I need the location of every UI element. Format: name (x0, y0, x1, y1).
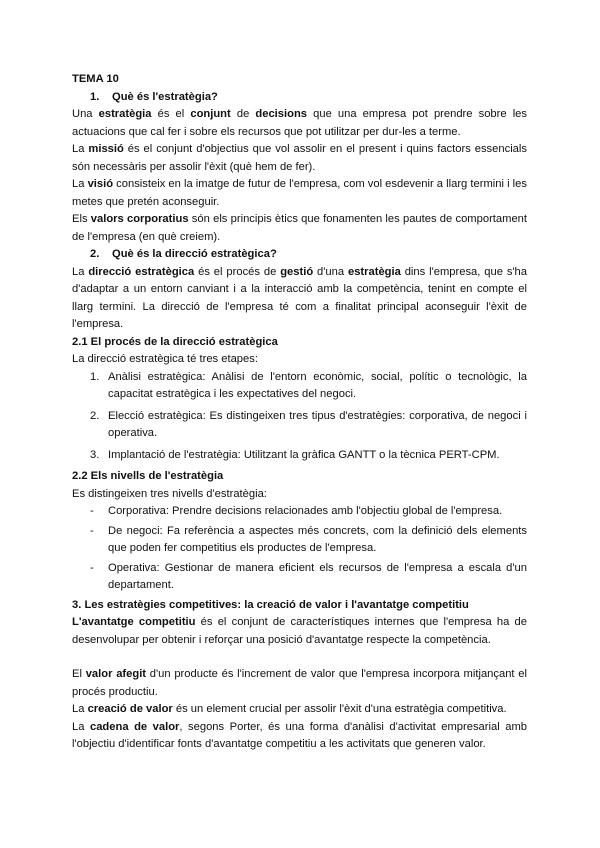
list-item: 3. Implantació de l'estratègia: Utilitzant la gràfica GANTT o la tècnica PERT-CPM. (90, 448, 500, 461)
paragraph-creacio: La creació de valor és un element crucial per assolir l'èxit d'una estratègia competitiva. (72, 703, 507, 715)
paragraph-nivells-intro: Es distingeixen tres nivells d'estratègia: (72, 487, 267, 500)
nivells-list (72, 503, 527, 595)
paragraph-visio: La visió consisteix en la imatge de futur de l'empresa, com vol esdevenir a llarg termini i les metes que pretén aconseguir. (72, 178, 527, 208)
list-item: - Operativa: Gestionar de manera eficient els recursos de l'empresa a escala d'un departament. (90, 561, 527, 591)
document-title: TEMA 10 (72, 73, 119, 85)
heading-2: 2. Què és la direcció estratègica? (90, 248, 277, 260)
paragraph-cadena: La cadena de valor, segons Porter, és una forma d'anàlisi d'activitat empresarial amb l'objectiu d'identificar fonts d'avantatge competitiu a les activitats que generen valor. (72, 720, 527, 750)
spacer (72, 649, 527, 666)
heading-1: 1. Què és l'estratègia? (90, 90, 218, 103)
subheading-2-2: 2.2 Els nivells de l'estratègia (72, 470, 224, 482)
paragraph-direccio: La direcció estratègica és el procés de gestió d'una estratègia dins l'empresa, que s'ha d'adaptar a un entorn canviant i a la interacció amb la competència, tenint en compte el llarg termini. La direcció de l'empresa té com a finalitat principal aconseguir l'èxit de l'empresa. (72, 265, 527, 330)
paragraph-missio: La missió és el conjunt d'objectius que vol assolir en el present i quins factors essencials són necessàris per assolir l'èxit (què hem de fer). (72, 143, 527, 173)
heading-3: 3. Les estratègies competitives: la creació de valor i l'avantatge competitiu (72, 598, 469, 611)
list-item: - Corporativa: Prendre decisions relacionades amb l'objectiu global de l'empresa. (90, 505, 503, 517)
paragraph-valor-afegit: El valor afegit d'un producte és l'increment de valor que l'empresa incorpora mitjançant el procés productiu. (72, 668, 527, 698)
paragraph-valors: Els valors corporatius són els principis ètics que fonamenten les pautes de comportament de l'empresa (en què creiem). (72, 213, 527, 243)
subheading-2-1: 2.1 El procés de la direcció estratègica (72, 335, 278, 348)
paragraph-etapes-intro: La direcció estratègica té tres etapes: (72, 353, 258, 365)
list-item: - De negoci: Fa referència a aspectes més concrets, com la definició dels elements que poden fer competitius els productes de l'empresa. (90, 524, 527, 554)
list-item: 1. Anàlisi estratègica: Anàlisi de l'entorn econòmic, social, polític o tecnològic, la capacitat estratègica i les expectatives del negoci. (90, 370, 527, 400)
paragraph-estrategia: Una estratègia és el conjunt de decisions que una empresa pot prendre sobre les actuacions que cal fer i sobre els recursos que pot utilitzar per dur-les a terme. (72, 108, 527, 138)
etapes-list (72, 369, 527, 465)
paragraph-avantatge: L'avantatge competitiu és el conjunt de característiques internes que l'empresa ha de desenvolupar per obtenir i reforçar una posició d'avantatge respecte la competència. (72, 616, 527, 646)
list-item: 2. Elecció estratègica: Es distingeixen tres tipus d'estratègies: corporativa, de negoci i operativa. (90, 409, 527, 439)
document-page (72, 71, 527, 754)
